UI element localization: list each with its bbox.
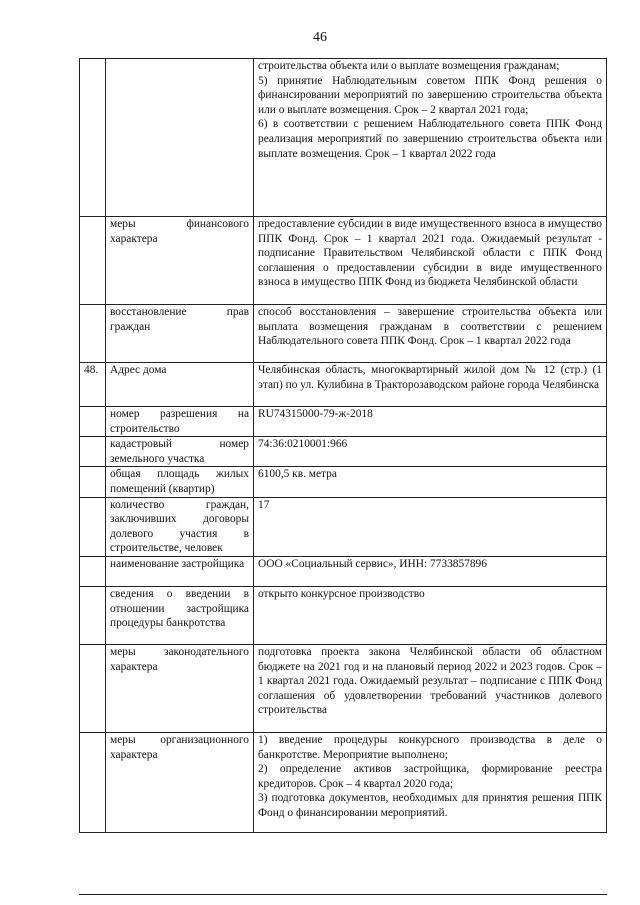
row-label bbox=[106, 556, 254, 586]
value-paragraph: 5) принятие Наблюдательным советом ППК Фонд решения о финансировании мероприятий по завершению строительства объекта или о выплате возмещения. Срок – 2 квартал 2021 года; bbox=[258, 74, 602, 116]
table-row bbox=[80, 59, 607, 217]
value-paragraph: 74:36:0210001:966 bbox=[258, 438, 348, 451]
row-number bbox=[80, 497, 106, 556]
row-label-text: количество граждан, заключивших договоры долевого участия в строительстве, человек bbox=[110, 498, 249, 555]
table-row bbox=[80, 363, 607, 407]
row-label bbox=[106, 407, 254, 437]
row-label-text: кадастровый номер земельного участка bbox=[110, 438, 249, 465]
row-label-text: наименование застройщика bbox=[110, 557, 245, 570]
row-number bbox=[80, 59, 106, 217]
row-number bbox=[80, 305, 106, 363]
value-paragraph: 2) определение активов застройщика, формирование реестра кредиторов. Срок – 4 квартал 2020 года; bbox=[258, 763, 602, 790]
row-value bbox=[254, 467, 607, 497]
row-label bbox=[106, 217, 254, 305]
row-value bbox=[254, 217, 607, 305]
row-label-text: общая площадь жилых помещений (квартир) bbox=[110, 468, 249, 495]
row-value bbox=[254, 437, 607, 467]
row-number: 48. bbox=[80, 363, 106, 407]
row-label bbox=[106, 467, 254, 497]
row-value bbox=[254, 363, 607, 407]
row-value bbox=[254, 644, 607, 732]
row-label bbox=[106, 437, 254, 467]
row-value bbox=[254, 732, 607, 832]
row-value bbox=[254, 59, 607, 217]
value-paragraph: 1) введение процедуры конкурсного производства в деле о банкротстве. Мероприятие выполнено; bbox=[258, 733, 602, 761]
row-label-text: меры организационного характера bbox=[110, 733, 249, 761]
row-label bbox=[106, 363, 254, 407]
row-value bbox=[254, 305, 607, 363]
row-number bbox=[80, 437, 106, 467]
table-row bbox=[80, 437, 607, 467]
table-row bbox=[80, 305, 607, 363]
row-number bbox=[80, 644, 106, 732]
value-paragraph: Челябинская область, многоквартирный жилой дом № 12 (стр.) (1 этап) по ул. Кулибина в Тракторозаводском районе города Челябинска bbox=[258, 364, 602, 391]
row-label-text: меры законодательного характера bbox=[110, 645, 249, 673]
row-value bbox=[254, 556, 607, 586]
table-row bbox=[80, 407, 607, 437]
row-number bbox=[80, 556, 106, 586]
page-number: 46 bbox=[313, 30, 327, 45]
value-paragraph: подготовка проекта закона Челябинской области об областном бюджете на 2021 год и на плановый период 2022 и 2023 годов. Срок – 1 квартал 2021 года. Ожидаемый результат – подписание с ППК Фонд соглашения об удовлетворении требований участников долевого строительства bbox=[258, 645, 602, 717]
value-paragraph: 17 bbox=[258, 498, 270, 511]
row-label-text: восстановление прав граждан bbox=[110, 306, 249, 333]
value-paragraph: 6100,5 кв. метра bbox=[258, 468, 337, 481]
row-number bbox=[80, 407, 106, 437]
table-row bbox=[80, 556, 607, 586]
row-label bbox=[106, 305, 254, 363]
table-row bbox=[80, 497, 607, 556]
table-row bbox=[80, 732, 607, 832]
row-label bbox=[106, 59, 254, 217]
table-row bbox=[80, 217, 607, 305]
row-label-text: меры финансового характера bbox=[110, 218, 249, 245]
row-label-text: Адрес дома bbox=[110, 364, 167, 376]
row-label bbox=[106, 644, 254, 732]
table-row bbox=[80, 586, 607, 644]
row-number bbox=[80, 217, 106, 305]
row-label bbox=[106, 497, 254, 556]
row-number bbox=[80, 586, 106, 644]
row-number bbox=[80, 732, 106, 832]
row-number bbox=[80, 467, 106, 497]
value-paragraph: ООО «Социальный сервис», ИНН: 7733857896 bbox=[258, 557, 487, 570]
value-paragraph: RU74315000-79-ж-2018 bbox=[258, 408, 373, 420]
bottom-rule bbox=[79, 894, 607, 895]
value-paragraph: предоставление субсидии в виде имущественного взноса в имущество ППК Фонд. Срок – 1 квартал 2021 года. Ожидаемый результат - подписание Правительством Челябинской области с ППК Фонд соглашения о предоставлении субсидии в виде имущественного взноса в имущество ППК Фонд из бюджета Челябинской области bbox=[258, 218, 602, 289]
table-row bbox=[80, 467, 607, 497]
row-value bbox=[254, 407, 607, 437]
row-label-text: номер разрешения на строительство bbox=[110, 408, 249, 435]
value-paragraph: 6) в соответствии с решением Наблюдательного совета ППК Фонд реализация мероприятий по завершению строительства объекта или выплате возмещения. Срок – 1 квартал 2022 года bbox=[258, 118, 602, 160]
row-value bbox=[254, 497, 607, 556]
value-paragraph: открыто конкурсное производство bbox=[258, 587, 425, 600]
value-paragraph: способ восстановления – завершение строительства объекта или выплата возмещения гражданам в соответствии с решением Наблюдательного совета ППК Фонд. Срок – 1 квартал 2022 года bbox=[258, 306, 602, 348]
row-value bbox=[254, 586, 607, 644]
row-label-text: сведения о введении в отношении застройщика процедуры банкротства bbox=[110, 587, 249, 630]
row-label bbox=[106, 586, 254, 644]
table-row bbox=[80, 644, 607, 732]
row-label bbox=[106, 732, 254, 832]
value-paragraph: 3) подготовка документов, необходимых для принятия решения ППК Фонд о финансировании мероприятий. bbox=[258, 792, 602, 819]
document-table bbox=[79, 58, 607, 833]
value-paragraph: строительства объекта или о выплате возмещения гражданам; bbox=[258, 60, 560, 72]
